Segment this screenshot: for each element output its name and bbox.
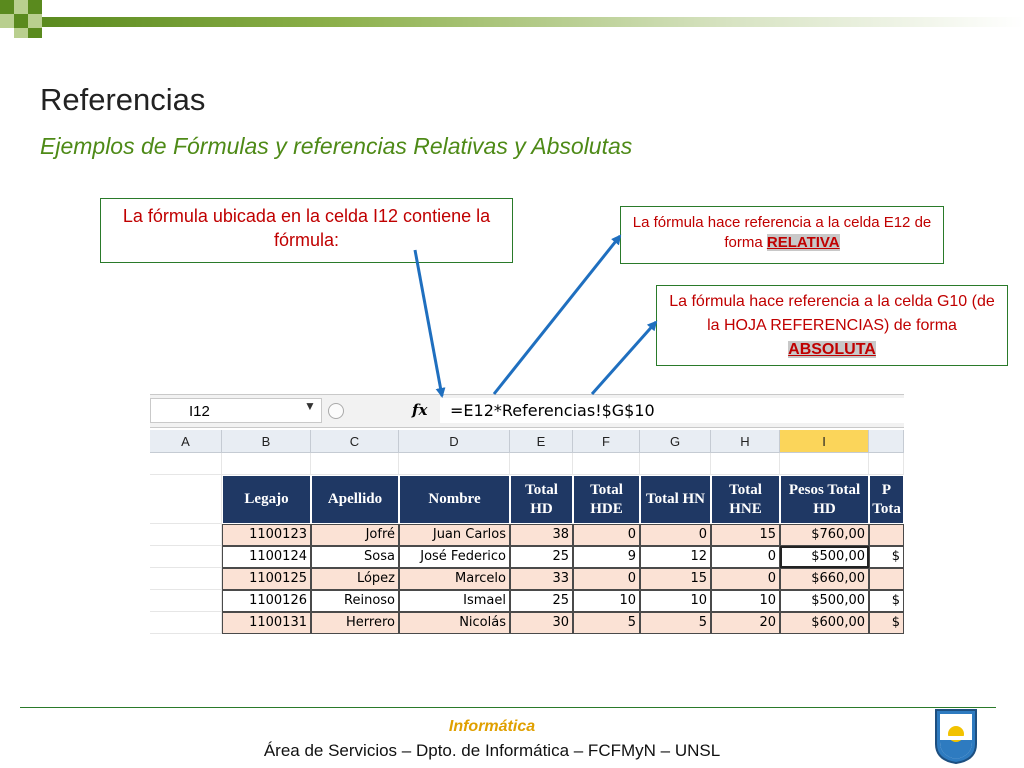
table-cell[interactable]: 10 — [711, 590, 780, 612]
arrow-to-relative — [494, 236, 620, 394]
name-box-value: I12 — [189, 403, 210, 420]
table-cell[interactable]: 1100131 — [222, 612, 311, 634]
table-cell[interactable]: 15 — [640, 568, 711, 590]
column-header-d[interactable]: D — [399, 430, 510, 453]
table-cell[interactable]: $760,00 — [780, 524, 869, 546]
table-cell[interactable]: 9 — [573, 546, 640, 568]
table-cell[interactable]: Herrero — [311, 612, 399, 634]
table-cell[interactable]: $500,00 — [780, 590, 869, 612]
column-header-b[interactable]: B — [222, 430, 311, 453]
relative-keyword: RELATIVA — [766, 234, 840, 251]
footer-subtitle: Área de Servicios – Dpto. de Informática – FCFMyN – UNSL — [263, 741, 721, 760]
callout-absolute-text: La fórmula hace referencia a la celda G10 (de la HOJA REFERENCIAS) de forma — [669, 293, 995, 334]
table-cell[interactable]: 30 — [510, 612, 573, 634]
table-cell[interactable]: 0 — [573, 524, 640, 546]
university-logo — [932, 708, 980, 764]
column-header-e[interactable]: E — [510, 430, 573, 453]
table-cell[interactable]: José Federico — [399, 546, 510, 568]
table-cell[interactable]: $600,00 — [780, 612, 869, 634]
table-header-1[interactable]: Legajo — [222, 475, 311, 524]
name-box-dropdown-icon[interactable]: ▼ — [304, 399, 316, 413]
table-cell[interactable]: López — [311, 568, 399, 590]
table-cell[interactable]: $ — [869, 546, 904, 568]
table-cell[interactable]: 15 — [711, 524, 780, 546]
footer-divider — [20, 707, 996, 708]
table-cell[interactable]: 5 — [640, 612, 711, 634]
callout-formula-location-text: La fórmula ubicada en la celda I12 contiene la fórmula: — [122, 206, 491, 250]
table-cell[interactable]: 1100126 — [222, 590, 311, 612]
formula-input[interactable]: =E12*Referencias!$G$10 — [440, 398, 904, 423]
table-header-4[interactable]: Total HD — [510, 475, 573, 524]
column-header-h[interactable]: H — [711, 430, 780, 453]
column-header-i[interactable]: I — [780, 430, 869, 453]
table-cell[interactable]: 0 — [573, 568, 640, 590]
column-header-a[interactable]: A — [150, 430, 222, 453]
callout-relative-text: La fórmula hace referencia a la celda E12 de forma — [632, 214, 932, 251]
table-cell[interactable]: 33 — [510, 568, 573, 590]
table-cell[interactable]: Reinoso — [311, 590, 399, 612]
absolute-keyword: ABSOLUTA — [788, 341, 876, 358]
table-cell[interactable]: 20 — [711, 612, 780, 634]
table-cell[interactable]: Nicolás — [399, 612, 510, 634]
table-header-3[interactable]: Nombre — [399, 475, 510, 524]
table-cell[interactable]: 38 — [510, 524, 573, 546]
table-header-6[interactable]: Total HN — [640, 475, 711, 524]
table-header-8[interactable]: Pesos Total HD — [780, 475, 869, 524]
fx-icon[interactable]: fx — [412, 401, 428, 419]
table-cell[interactable]: 25 — [510, 546, 573, 568]
arrow-to-absolute — [592, 322, 656, 394]
table-header-2[interactable]: Apellido — [311, 475, 399, 524]
table-header-7[interactable]: Total HNE — [711, 475, 780, 524]
column-header-g[interactable]: G — [640, 430, 711, 453]
arrow-to-formula — [415, 250, 442, 396]
table-cell[interactable]: 1100124 — [222, 546, 311, 568]
table-cell[interactable]: Sosa — [311, 546, 399, 568]
table-header-5[interactable]: Total HDE — [573, 475, 640, 524]
table-cell[interactable]: 0 — [711, 546, 780, 568]
table-cell[interactable]: Marcelo — [399, 568, 510, 590]
table-cell[interactable]: 1100123 — [222, 524, 311, 546]
table-cell[interactable]: 0 — [640, 524, 711, 546]
slide-title: Referencias — [40, 82, 206, 117]
table-cell[interactable]: 1100125 — [222, 568, 311, 590]
active-cell-i12[interactable]: $500,00 — [780, 546, 869, 568]
table-cell[interactable]: Ismael — [399, 590, 510, 612]
table-cell[interactable]: Jofré — [311, 524, 399, 546]
table-cell[interactable]: $ — [869, 590, 904, 612]
table-cell[interactable]: 5 — [573, 612, 640, 634]
footer-title: Informática — [448, 718, 536, 735]
slide-subtitle: Ejemplos de Fórmulas y referencias Relativas y Absolutas — [40, 133, 633, 159]
column-header-c[interactable]: C — [311, 430, 399, 453]
table-cell[interactable]: 12 — [640, 546, 711, 568]
table-cell[interactable]: 25 — [510, 590, 573, 612]
table-cell[interactable]: Juan Carlos — [399, 524, 510, 546]
table-cell[interactable]: $ — [869, 612, 904, 634]
column-header-f[interactable]: F — [573, 430, 640, 453]
table-header-9[interactable]: P Tota — [869, 475, 904, 524]
table-cell[interactable]: 10 — [640, 590, 711, 612]
table-cell[interactable]: 10 — [573, 590, 640, 612]
table-cell[interactable]: 0 — [711, 568, 780, 590]
table-cell[interactable]: $660,00 — [780, 568, 869, 590]
